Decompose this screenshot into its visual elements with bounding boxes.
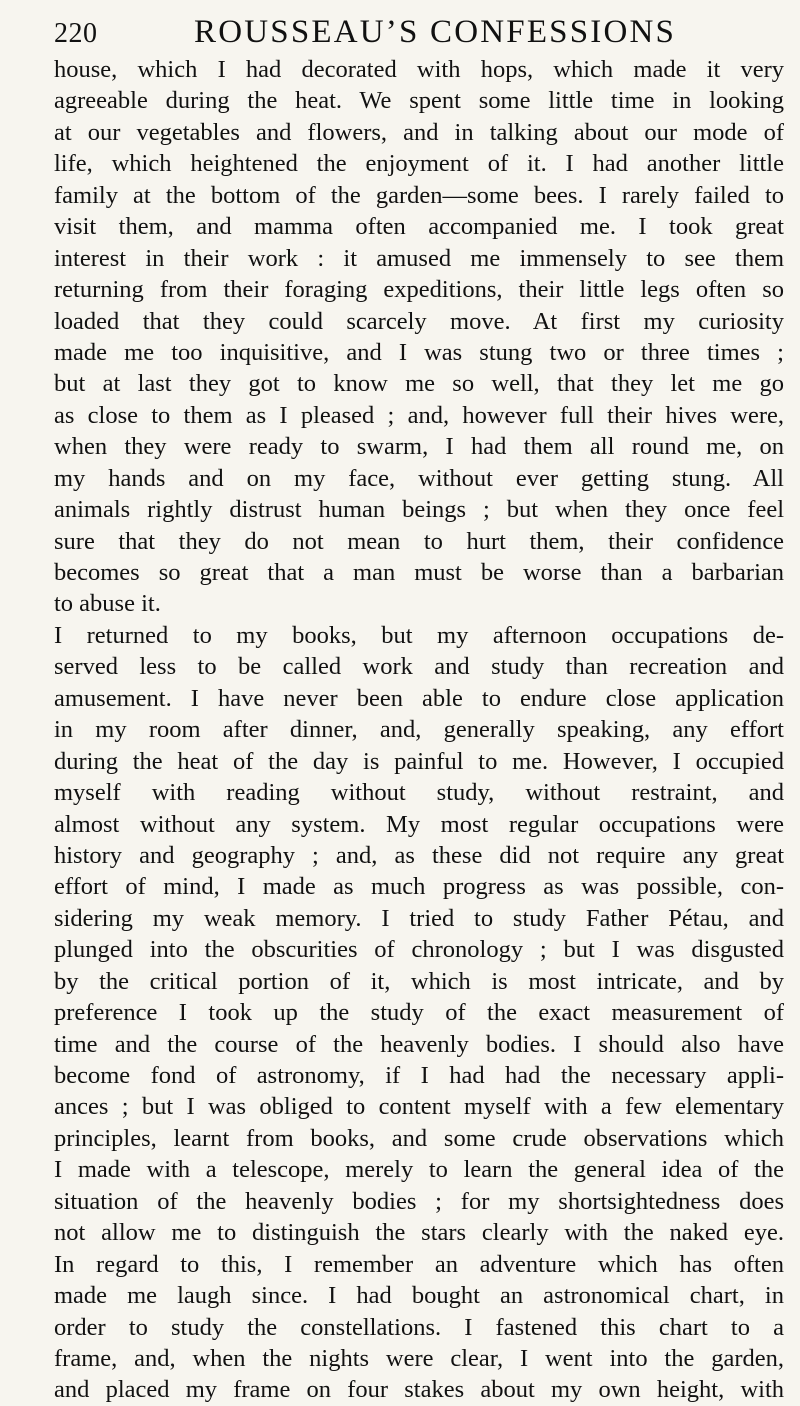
- text-line: become fond of astronomy, if I had had the necessary appli-: [54, 1062, 784, 1089]
- text-line: I returned to my books, but my afternoon occupations de-: [54, 621, 784, 649]
- body-text: [54, 54, 784, 1406]
- text-line: served less to be called work and study than recreation and: [54, 653, 784, 681]
- text-line: my hands and on my face, without ever getting stung. All: [54, 464, 784, 492]
- text-line: becomes so great that a man must be worse than a barbarian: [54, 559, 784, 586]
- text-line: house, which I had decorated with hops, which made it very: [54, 56, 784, 83]
- text-line: returning from their foraging expeditions, their little legs often so: [54, 276, 784, 304]
- text-line: order to study the constellations. I fastened this chart to a: [54, 1313, 784, 1341]
- text-line: time and the course of the heavenly bodies. I should also have: [54, 1030, 784, 1058]
- running-head: [54, 14, 774, 54]
- text-line: amusement. I have never been able to endure close application: [54, 684, 784, 712]
- text-line: ances ; but I was obliged to content myself with a few elementary: [54, 1093, 784, 1121]
- text-line: and placed my frame on four stakes about my own height, with: [54, 1376, 784, 1404]
- text-line: agreeable during the heat. We spent some little time in looking: [54, 87, 784, 115]
- text-line: at our vegetables and flowers, and in talking about our mode of: [54, 118, 784, 146]
- text-line: made me laugh since. I had bought an astronomical chart, in: [54, 1282, 784, 1310]
- text-line: frame, and, when the nights were clear, I went into the garden,: [54, 1344, 784, 1372]
- text-line: but at last they got to know me so well, that they let me go: [54, 370, 784, 398]
- text-line: visit them, and mamma often accompanied me. I took great: [54, 213, 784, 241]
- text-line: I made with a telescope, merely to learn the general idea of the: [54, 1156, 784, 1184]
- text-line: life, which heightened the enjoyment of it. I had another little: [54, 150, 784, 178]
- text-line: by the critical portion of it, which is most intricate, and by: [54, 967, 784, 995]
- text-line: sure that they do not mean to hurt them, their confidence: [54, 527, 784, 555]
- text-line: family at the bottom of the garden—some bees. I rarely failed to: [54, 181, 784, 209]
- text-line: loaded that they could scarcely move. At first my curiosity: [54, 307, 784, 335]
- text-line: to abuse it.: [54, 590, 161, 618]
- text-line: In regard to this, I remember an adventure which has often: [54, 1250, 784, 1278]
- text-line: effort of mind, I made as much progress as was possible, con-: [54, 873, 784, 901]
- text-line: as close to them as I pleased ; and, however full their hives were,: [54, 401, 784, 429]
- text-line: history and geography ; and, as these did not require any great: [54, 841, 784, 869]
- text-line: not allow me to distinguish the stars clearly with the naked eye.: [54, 1219, 784, 1247]
- text-line: interest in their work : it amused me immensely to see them: [54, 244, 784, 272]
- text-line: principles, learnt from books, and some crude observations which: [54, 1124, 784, 1152]
- text-line: myself with reading without study, without restraint, and: [54, 779, 784, 807]
- text-line: animals rightly distrust human beings ; but when they once feel: [54, 496, 784, 524]
- text-line: made me too inquisitive, and I was stung two or three times ;: [54, 338, 784, 366]
- text-line: during the heat of the day is painful to me. However, I occupied: [54, 747, 784, 775]
- text-line: situation of the heavenly bodies ; for my shortsightedness does: [54, 1187, 784, 1215]
- page-number: 220: [54, 18, 98, 49]
- text-line: in my room after dinner, and, generally speaking, any effort: [54, 716, 784, 744]
- text-line: when they were ready to swarm, I had them all round me, on: [54, 433, 784, 461]
- text-line: sidering my weak memory. I tried to study Father Pétau, and: [54, 904, 784, 932]
- text-line: preference I took up the study of the exact measurement of: [54, 999, 784, 1027]
- text-line: almost without any system. My most regular occupations were: [54, 810, 784, 838]
- text-line: plunged into the obscurities of chronology ; but I was disgusted: [54, 936, 784, 964]
- running-title: ROUSSEAU’S CONFESSIONS: [194, 14, 677, 50]
